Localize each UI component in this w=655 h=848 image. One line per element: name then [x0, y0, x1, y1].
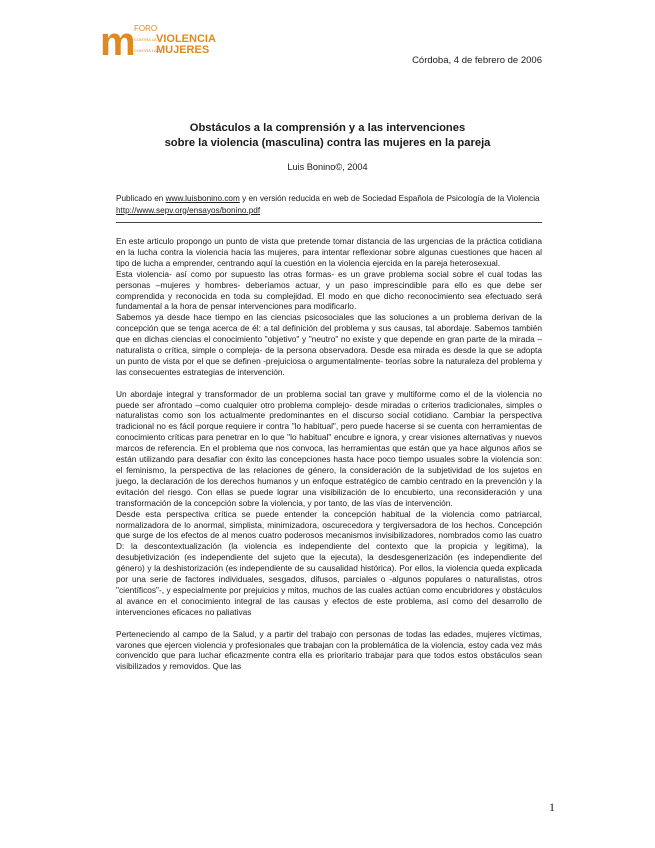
paragraph: Sabemos ya desde hace tiempo en las ciencias psicosociales que las soluciones a un problema derivan de la concepción que se tenga acerca de él: a tal definición del problema y sus causas, tal abordaje. Sabemos también que en dichas ciencias el conocimiento "objetivo" y "neutro" no existe y que depende en gran parte de la mirada –naturalista o crítica, simple o compleja- de la persona observadora. Desde esa mirada es desde la que se adopta un punto de vista por el que se definen -prejuiciosa o argumentalmente- teorías sobre la naturaleza del problema y las consecuentes estrategias de intervención.: [116, 312, 542, 377]
logo-line3a: CONTRA LAS: [134, 48, 160, 53]
logo-line2b: VIOLENCIA: [156, 33, 216, 45]
paragraph: Un abordaje integral y transformador de un problema social tan grave y multiforme como el de la violencia no puede ser afrontado –como cualquier otro problema complejo- desde miradas o criterios tradicionales, simples o naturalistas como son los actualmente predominantes en el discurso social cotidiano. Cambiar la perspectiva tradicional no es fácil porque requiere ir contra "lo habitual", pero puede hacerse si se cuenta con herramientas de conocimiento críticas para penetrar en lo que "lo habitual" encubre e ignora, y crear visiones alternativas y nuevos marcos de referencia. En el problema que nos convoca, las herramientas que están que ya hace algunos años se están utilizando para desafiar con éxito las concepciones hasta hace poco tiempo usuales sobre la violencia son: el feminismo, la perspectiva de las relaciones de género, la consideración de la subjetividad de los sujetos en juego, la declaración de los derechos humanos y un enfoque estratégico de cambio centrado en la prevención y la evitación del riesgo. Con ellas se puede lograr una visibilización de lo encubierto, una reconsideración y una transformación de la concepción sobre la violencia, y por tanto, de las vías de intervención.: [116, 388, 542, 508]
logo-letter: m: [100, 22, 136, 62]
paragraph: Esta violencia- así como por supuesto las otras formas- es un grave problema social sobre el cual todas las personas –mujeres y hombres- deberíamos actuar, y un paso imprescindible para ello es que debe ser comprendida y reconocida en toda su complejidad. El modo en que dicho reconocimiento sea efectuado será fundamental a la hora de pensar intervenciones para modificarlo.: [116, 268, 542, 312]
title-line-1: Obstáculos a la comprensión y a las intervenciones: [189, 122, 466, 134]
forum-logo: [100, 22, 240, 62]
horizontal-rule: [116, 222, 542, 223]
paragraph: Perteneciendo al campo de la Salud, y a partir del trabajo con personas de todas las edades, mujeres víctimas, varones que ejercen violencia y profesionales que trabajan con la problemática de la violencia, estoy cada vez más convencido que para luchar eficazmente contra ella es prioritario trabajar para que todos estos obstáculos sean visibilizados y removidos. Que las: [116, 628, 542, 672]
author-website-link[interactable]: www.luisbonino.com: [165, 194, 240, 203]
logo-line1: FORO: [134, 24, 158, 33]
document-date: Córdoba, 4 de febrero de 2006: [412, 55, 542, 66]
logo-line3b: MUJERES: [156, 44, 210, 56]
article-body: [116, 236, 542, 672]
publication-prefix: Publicado en: [116, 194, 166, 203]
author-line: Luis Bonino©, 2004: [287, 162, 368, 172]
page-number: 1: [549, 800, 555, 814]
logo-line2a: CONTRA LA: [134, 37, 157, 42]
publication-middle: y en versión reducida en web de Sociedad Española de Psicología de la Violencia: [239, 194, 540, 203]
title-line-2: sobre la violencia (masculina) contra las mujeres en la pareja: [164, 137, 491, 149]
publication-note: [116, 193, 542, 216]
paragraph: En este articulo propongo un punto de vista que pretende tomar distancia de las urgencias de la práctica cotidiana en la lucha contra la violencia hacia las mujeres, para intentar reflexionar sobre algunas cuestiones que hacen al tipo de lucha a emprender, centrando aquí la cuestión en la violencia ejercida en la pareja heterosexual.: [116, 236, 542, 268]
sepv-pdf-link[interactable]: http://www.sepv.org/ensayos/bonino.pdf: [116, 205, 261, 215]
paragraph: Desde esta perspectiva crítica se puede entender la concepción habitual de la violencia como patriarcal, normalizadora de lo anormal, simplista, minimizadora, oscurecedora y tergiversadora de los hechos. Concepción que surge de los efectos de al menos cuatro poderosos mecanismos invisibilizadores, nombrados como las cuatro D: la descontextualización (la violencia es independiente del contexto que la propicia y legitima), la desubjetivización (es independiente del sujeto que la ejecuta), la desdesgenerización (es independiente del género) y la deshistorización (es independiente de su causalidad histórica). Por ellos, la violencia queda explicada por una serie de factores individuales, sesgados, difusos, parciales o -algunos populares o naturalistas, otros "científicos"-, y especialmente por prejuicios y mitos, muchos de las cuales actúan como encubridores y obstáculos al avance en el conocimiento integral de las causas y efectos de este problema, así como del desarrollo de intervenciones eficaces no paliativas: [116, 508, 542, 617]
